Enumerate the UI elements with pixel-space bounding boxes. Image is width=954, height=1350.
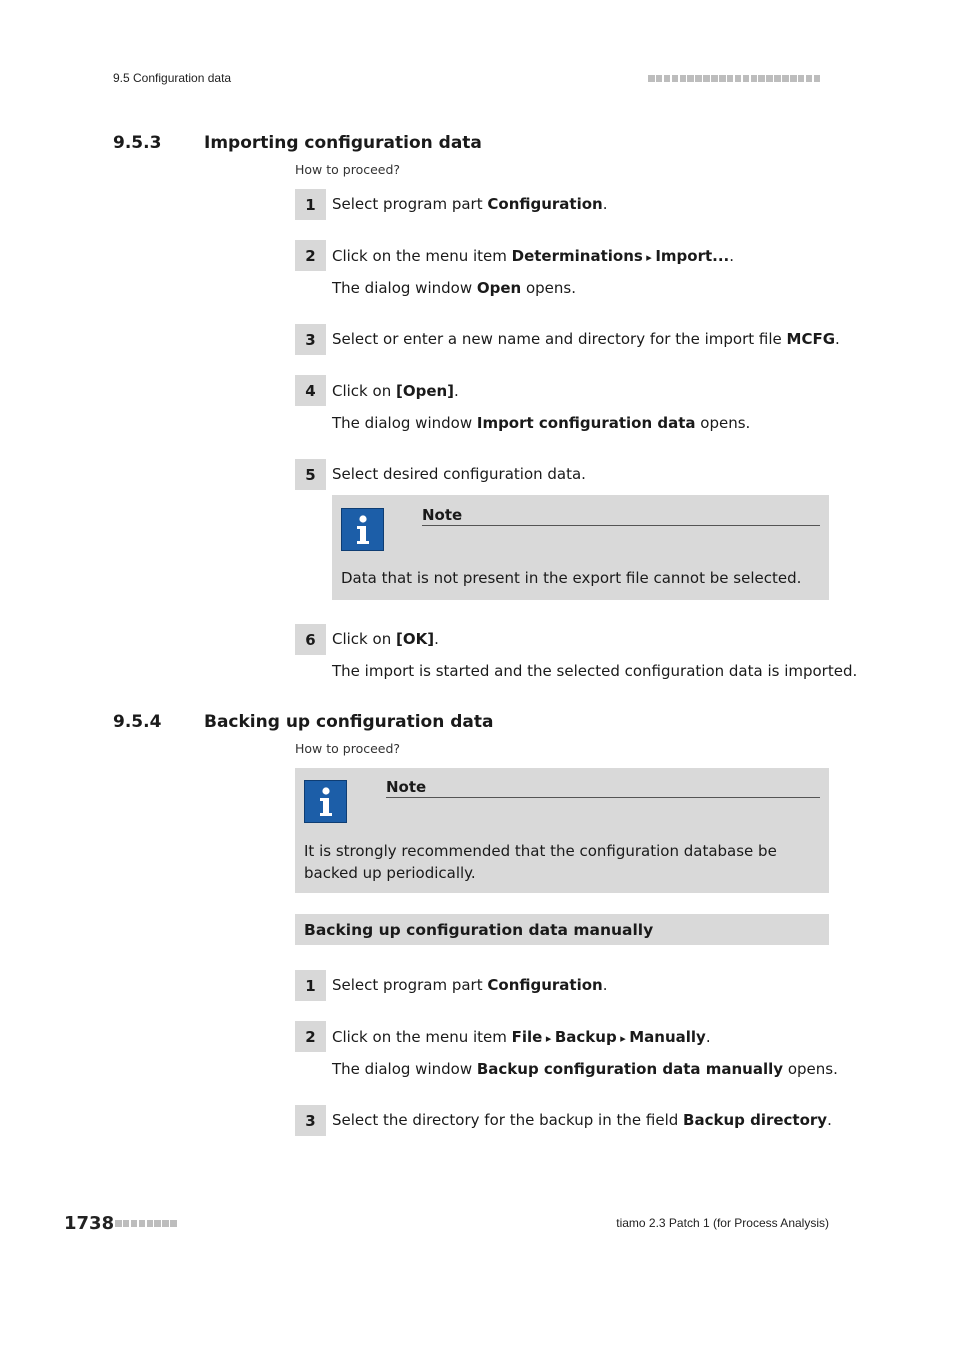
note-box: [332, 495, 829, 600]
step-result-text: The dialog window Backup configuration data manually opens.: [332, 1060, 838, 1078]
step-number: 5: [295, 459, 326, 490]
step-text: Click on the menu item File ▸ Backup ▸ Manually.: [332, 1028, 711, 1046]
menu-arrow-icon: ▸: [616, 1032, 630, 1045]
note-box: [295, 768, 829, 893]
note-title: Note: [422, 506, 820, 526]
step-number: 6: [295, 624, 326, 655]
howto-label: How to proceed?: [295, 741, 401, 756]
step-text: Select or enter a new name and directory for the import file MCFG.: [332, 330, 840, 348]
header-square-marks: [648, 75, 820, 82]
step-number: 2: [295, 1021, 326, 1052]
step-result-text: The dialog window Open opens.: [332, 279, 576, 297]
step-text: Click on [OK].: [332, 630, 439, 648]
howto-label: How to proceed?: [295, 162, 401, 177]
section-number: 9.5.4: [113, 712, 162, 732]
note-title: Note: [386, 778, 820, 798]
note-text: It is strongly recommended that the configuration database be backed up periodically.: [304, 842, 777, 882]
step-text: Click on the menu item Determinations ▸ Import....: [332, 247, 735, 265]
running-footer: tiamo 2.3 Patch 1 (for Process Analysis): [616, 1216, 829, 1230]
procedure-subheading: Backing up configuration data manually: [295, 914, 829, 945]
step-text: Select desired configuration data.: [332, 465, 586, 483]
step-result-text: The import is started and the selected configuration data is imported.: [332, 662, 858, 680]
menu-arrow-icon: ▸: [642, 251, 656, 264]
step-text: Select the directory for the backup in the field Backup directory.: [332, 1111, 832, 1129]
info-icon: [341, 508, 384, 551]
page-number: 1738: [64, 1213, 115, 1234]
menu-arrow-icon: ▸: [542, 1032, 555, 1045]
step-number: 3: [295, 324, 326, 355]
footer-square-marks: [115, 1220, 177, 1227]
info-icon: [304, 780, 347, 823]
running-header: 9.5 Configuration data: [113, 71, 232, 85]
step-text: Select program part Configuration.: [332, 976, 608, 994]
step-number: 1: [295, 970, 326, 1001]
note-text: Data that is not present in the export file cannot be selected.: [341, 569, 802, 587]
section-title: Backing up configuration data: [204, 712, 494, 732]
step-number: 4: [295, 375, 326, 406]
step-number: 2: [295, 240, 326, 271]
step-text: Click on [Open].: [332, 382, 459, 400]
step-result-text: The dialog window Import configuration data opens.: [332, 414, 751, 432]
section-title: Importing configuration data: [204, 133, 482, 153]
step-number: 1: [295, 189, 326, 220]
step-text: Select program part Configuration.: [332, 195, 608, 213]
step-number: 3: [295, 1105, 326, 1136]
section-number: 9.5.3: [113, 133, 162, 153]
